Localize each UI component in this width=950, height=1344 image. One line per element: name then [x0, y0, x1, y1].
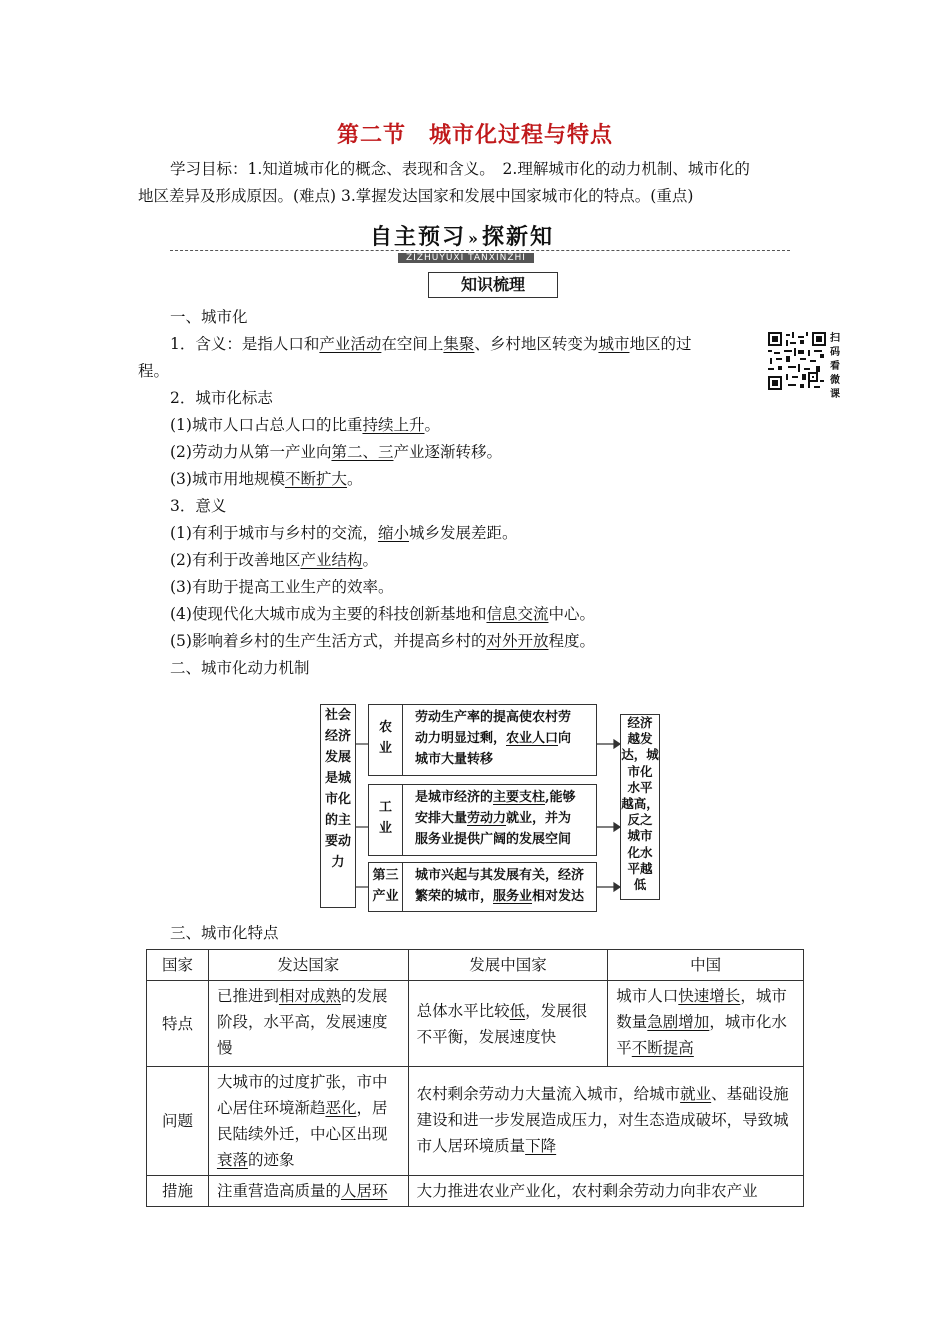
banner-main: 自主预习: [370, 224, 467, 250]
diagram-agriculture: [368, 704, 597, 776]
header-developed: 发达国家: [208, 950, 408, 981]
diagram-industry: [368, 784, 597, 856]
diagram-text-line: 反之: [627, 812, 653, 828]
banner-arrow-icon: »: [468, 229, 481, 248]
banner-sub-main: 探新知: [482, 224, 555, 250]
tertiary-label: 第三 产业: [369, 863, 403, 911]
agri-text: 劳动生产率的提高使农村劳 动力明显过剩，农业人口向 城市大量转移: [415, 710, 572, 767]
diagram-text-line: 越发: [627, 731, 653, 747]
table-row: [147, 981, 804, 1067]
significance-2: (2)有利于改善地区产业结构。: [170, 551, 378, 569]
definition: 1．含义：是指人口和产业活动在空间上集聚、乡村地区转变为城市地区的过: [170, 335, 692, 353]
objectives-line-2: 地区差异及形成原因。(难点) 3.掌握发达国家和发展中国家城市化的特点。(重点): [138, 187, 694, 205]
heading-urbanization: 一、城市化: [170, 308, 248, 326]
industry-text: 是城市经济的主要支柱,能够 安排大量劳动力就业，并为 服务业提供广阔的发展空间: [415, 790, 576, 847]
header-china: 中国: [608, 950, 804, 981]
diagram-text-line: 城市: [627, 828, 653, 844]
table-header-row: [147, 950, 804, 981]
problems-developing-china: 农村剩余劳动力大量流入城市，给城市就业、基础设施建设和进一步发展造成压力，对生态造成破坏，导致城市人居环境质量下降: [408, 1067, 803, 1176]
diagram-text-line: 达，城: [621, 747, 659, 763]
characteristics-table: [146, 949, 804, 1207]
features-china: 城市人口快速增长，城市数量急剧增加，城市化水平不断提高: [608, 981, 804, 1067]
diagram-text-line: 低: [633, 877, 647, 893]
banner-pinyin: ZIZHUYUXI TANXINZHI: [398, 253, 534, 263]
significance-1: (1)有利于城市与乡村的交流，缩小城乡发展差距。: [170, 524, 518, 542]
mark-2: (2)劳动力从第一产业向第二、三产业逐渐转移。: [170, 443, 502, 461]
qr-caption: 扫码看微课: [830, 333, 840, 400]
diagram-text-line: 化水: [627, 844, 653, 860]
row-label-problems: 问题: [147, 1067, 209, 1176]
table-row: [147, 1067, 804, 1176]
agri-label: 农 业: [369, 705, 403, 775]
problems-developed: 大城市的过度扩张，市中心居住环境渐趋恶化，居民陆续外迁，中心区出现衰落的迹象: [208, 1067, 408, 1176]
diagram-text-line: 经济: [627, 715, 653, 730]
measures-developing-china: 大力推进农业产业化，农村剩余劳动力向非农产业: [408, 1176, 803, 1207]
banner-divider: [170, 250, 790, 251]
measures-developed: 注重营造高质量的人居环: [208, 1176, 408, 1207]
diagram-text-line: 的主: [324, 813, 351, 828]
header-country: 国家: [147, 950, 209, 981]
diagram-text-line: 社会: [324, 708, 351, 723]
diagram-text-line: 要动: [324, 834, 351, 849]
diagram-text-line: 市化: [627, 763, 653, 779]
features-developed: 已推进到相对成熟的发展阶段，水平高，发展速度慢: [208, 981, 408, 1067]
mark-1: (1)城市人口占总人口的比重持续上升。: [170, 416, 440, 434]
heading-dynamics: 二、城市化动力机制: [170, 659, 310, 677]
diagram-text-line: 力: [331, 855, 345, 870]
tertiary-text: 城市兴起与其发展有关，经济 繁荣的城市，服务业相对发达: [415, 868, 585, 904]
mark-3: (3)城市用地规模不断扩大。: [170, 470, 363, 488]
significance-3: (3)有助于提高工业生产的效率。: [170, 578, 394, 596]
table-row: [147, 1176, 804, 1207]
learning-objectives: [138, 156, 806, 210]
industry-label: 工 业: [369, 785, 403, 855]
objectives-line-1: 学习目标：1.知道城市化的概念、表现和含义。 2.理解城市化的动力机制、城市化的: [170, 160, 750, 178]
row-label-features: 特点: [147, 981, 209, 1067]
heading-significance: 3．意义: [170, 497, 227, 515]
header-developing: 发展中国家: [408, 950, 608, 981]
section-urbanization: [138, 304, 806, 682]
section-label-knowledge: 知识梳理: [428, 272, 558, 298]
diagram-text-line: 平越: [627, 860, 653, 876]
page-title: 第二节 城市化过程与特点: [336, 122, 613, 148]
diagram-right-box: [620, 714, 660, 900]
diagram-text-line: 市化: [324, 792, 351, 807]
significance-4: (4)使现代化大城市成为主要的科技创新基地和信息交流中心。: [170, 605, 595, 623]
diagram-text-line: 发展: [324, 750, 351, 765]
diagram-text-line: 水平: [627, 779, 653, 795]
definition-end: 程。: [138, 362, 170, 380]
heading-characteristics: 三、城市化特点: [170, 924, 279, 942]
diagram-text-line: 是城: [324, 771, 351, 786]
row-label-measures: 措施: [147, 1176, 209, 1207]
features-developing: 总体水平比较低，发展很不平衡，发展速度快: [408, 981, 608, 1067]
heading-marks: 2．城市化标志: [170, 389, 273, 407]
section-banner: [170, 220, 790, 263]
diagram-text-line: 经济: [324, 729, 351, 744]
diagram-tertiary: [368, 862, 597, 912]
diagram-text-line: 越高，: [621, 796, 659, 812]
significance-5: (5)影响着乡村的生产生活方式，并提高乡村的对外开放程度。: [170, 632, 595, 650]
dynamics-diagram: [320, 704, 665, 912]
